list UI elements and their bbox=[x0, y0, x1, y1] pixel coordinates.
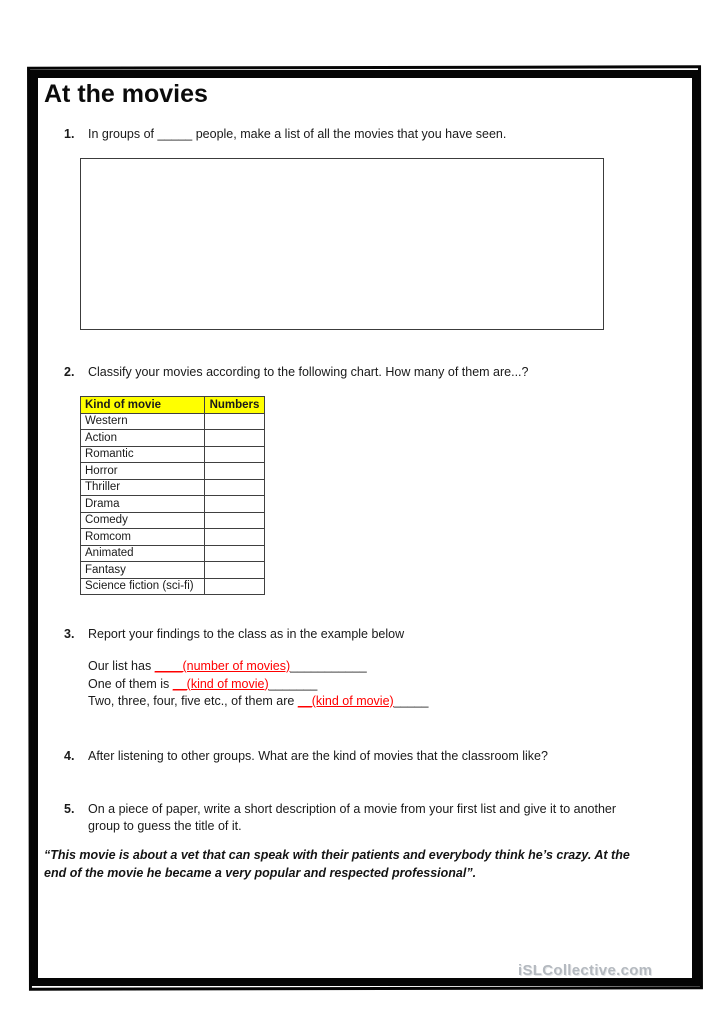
table-row bbox=[81, 463, 265, 480]
kind-cell: Animated bbox=[81, 545, 205, 562]
page-title: At the movies bbox=[44, 80, 208, 108]
numbers-cell bbox=[205, 529, 265, 546]
example-line-2 bbox=[88, 676, 428, 694]
item-text: After listening to other groups. What are the kind of movies that the classroom like? bbox=[88, 749, 548, 763]
kind-cell: Action bbox=[81, 430, 205, 447]
item-number: 2. bbox=[64, 365, 75, 379]
item-text: Report your findings to the class as in the example below bbox=[88, 627, 405, 641]
example-red-blank: __(kind of movie) bbox=[172, 676, 269, 691]
table-header-row bbox=[81, 397, 265, 414]
item-text: Classify your movies according to the following chart. How many of them are...? bbox=[88, 365, 529, 379]
example-red-blank: ____(number of movies) bbox=[154, 659, 291, 673]
question-item-1 bbox=[64, 126, 506, 143]
table-row bbox=[81, 578, 265, 595]
numbers-cell bbox=[205, 479, 265, 496]
item-text: In groups of _____ people, make a list of all the movies that you have seen. bbox=[88, 127, 507, 141]
numbers-cell bbox=[205, 512, 265, 529]
question-item-3 bbox=[64, 626, 404, 643]
numbers-cell bbox=[205, 446, 265, 463]
item-text: On a piece of paper, write a short description of a movie from your first list and give it to another group to guess the title of it. bbox=[88, 802, 617, 833]
table-row bbox=[81, 545, 265, 562]
table-row bbox=[81, 529, 265, 546]
example-prefix: Two, three, four, five etc., of them are bbox=[88, 694, 298, 708]
kind-cell: Western bbox=[81, 413, 205, 430]
example-tail-blank: ___________ bbox=[290, 659, 367, 673]
example-red-blank: __(kind of movie) bbox=[297, 694, 394, 708]
movie-kinds-table bbox=[80, 396, 265, 595]
movie-description-example-quote: “This movie is about a vet that can speak with their patients and everybody think he’s crazy. At the end of the movie he became a very popular and respected professional”. bbox=[44, 848, 630, 880]
kind-cell: Romcom bbox=[81, 529, 205, 546]
islcollective-watermark: iSLCollective.com bbox=[518, 962, 653, 979]
item-number: 3. bbox=[64, 627, 75, 641]
table-row bbox=[81, 496, 265, 513]
header-numbers: Numbers bbox=[205, 397, 265, 414]
movie-list-box bbox=[80, 158, 604, 330]
kind-cell: Horror bbox=[81, 463, 205, 480]
example-tail-blank: _____ bbox=[393, 694, 429, 708]
example-line-3 bbox=[88, 693, 428, 711]
table-row bbox=[81, 430, 265, 447]
table-row bbox=[81, 479, 265, 496]
numbers-cell bbox=[205, 463, 265, 480]
item-number: 5. bbox=[64, 802, 75, 816]
numbers-cell bbox=[205, 578, 265, 595]
numbers-cell bbox=[205, 413, 265, 430]
example-line-1 bbox=[88, 658, 428, 676]
example-sentences bbox=[88, 658, 428, 711]
table-row bbox=[81, 446, 265, 463]
example-prefix: One of them is bbox=[88, 676, 173, 691]
question-item-2 bbox=[64, 364, 528, 381]
kind-cell: Comedy bbox=[81, 512, 205, 529]
kind-cell: Science fiction (sci-fi) bbox=[81, 578, 205, 595]
example-tail-blank: _______ bbox=[268, 676, 318, 691]
table-row bbox=[81, 512, 265, 529]
question-item-5 bbox=[64, 801, 618, 835]
example-prefix: Our list has bbox=[88, 659, 155, 673]
item-number: 1. bbox=[64, 127, 75, 141]
table-row bbox=[81, 562, 265, 579]
kind-cell: Drama bbox=[81, 496, 205, 513]
table-row bbox=[81, 413, 265, 430]
numbers-cell bbox=[205, 430, 265, 447]
question-item-4 bbox=[64, 748, 548, 765]
kind-cell: Romantic bbox=[81, 446, 205, 463]
numbers-cell bbox=[205, 496, 265, 513]
kind-cell: Thriller bbox=[81, 479, 205, 496]
numbers-cell bbox=[205, 545, 265, 562]
numbers-cell bbox=[205, 562, 265, 579]
header-kind-of-movie: Kind of movie bbox=[81, 397, 205, 414]
kind-cell: Fantasy bbox=[81, 562, 205, 579]
item-number: 4. bbox=[64, 749, 75, 763]
